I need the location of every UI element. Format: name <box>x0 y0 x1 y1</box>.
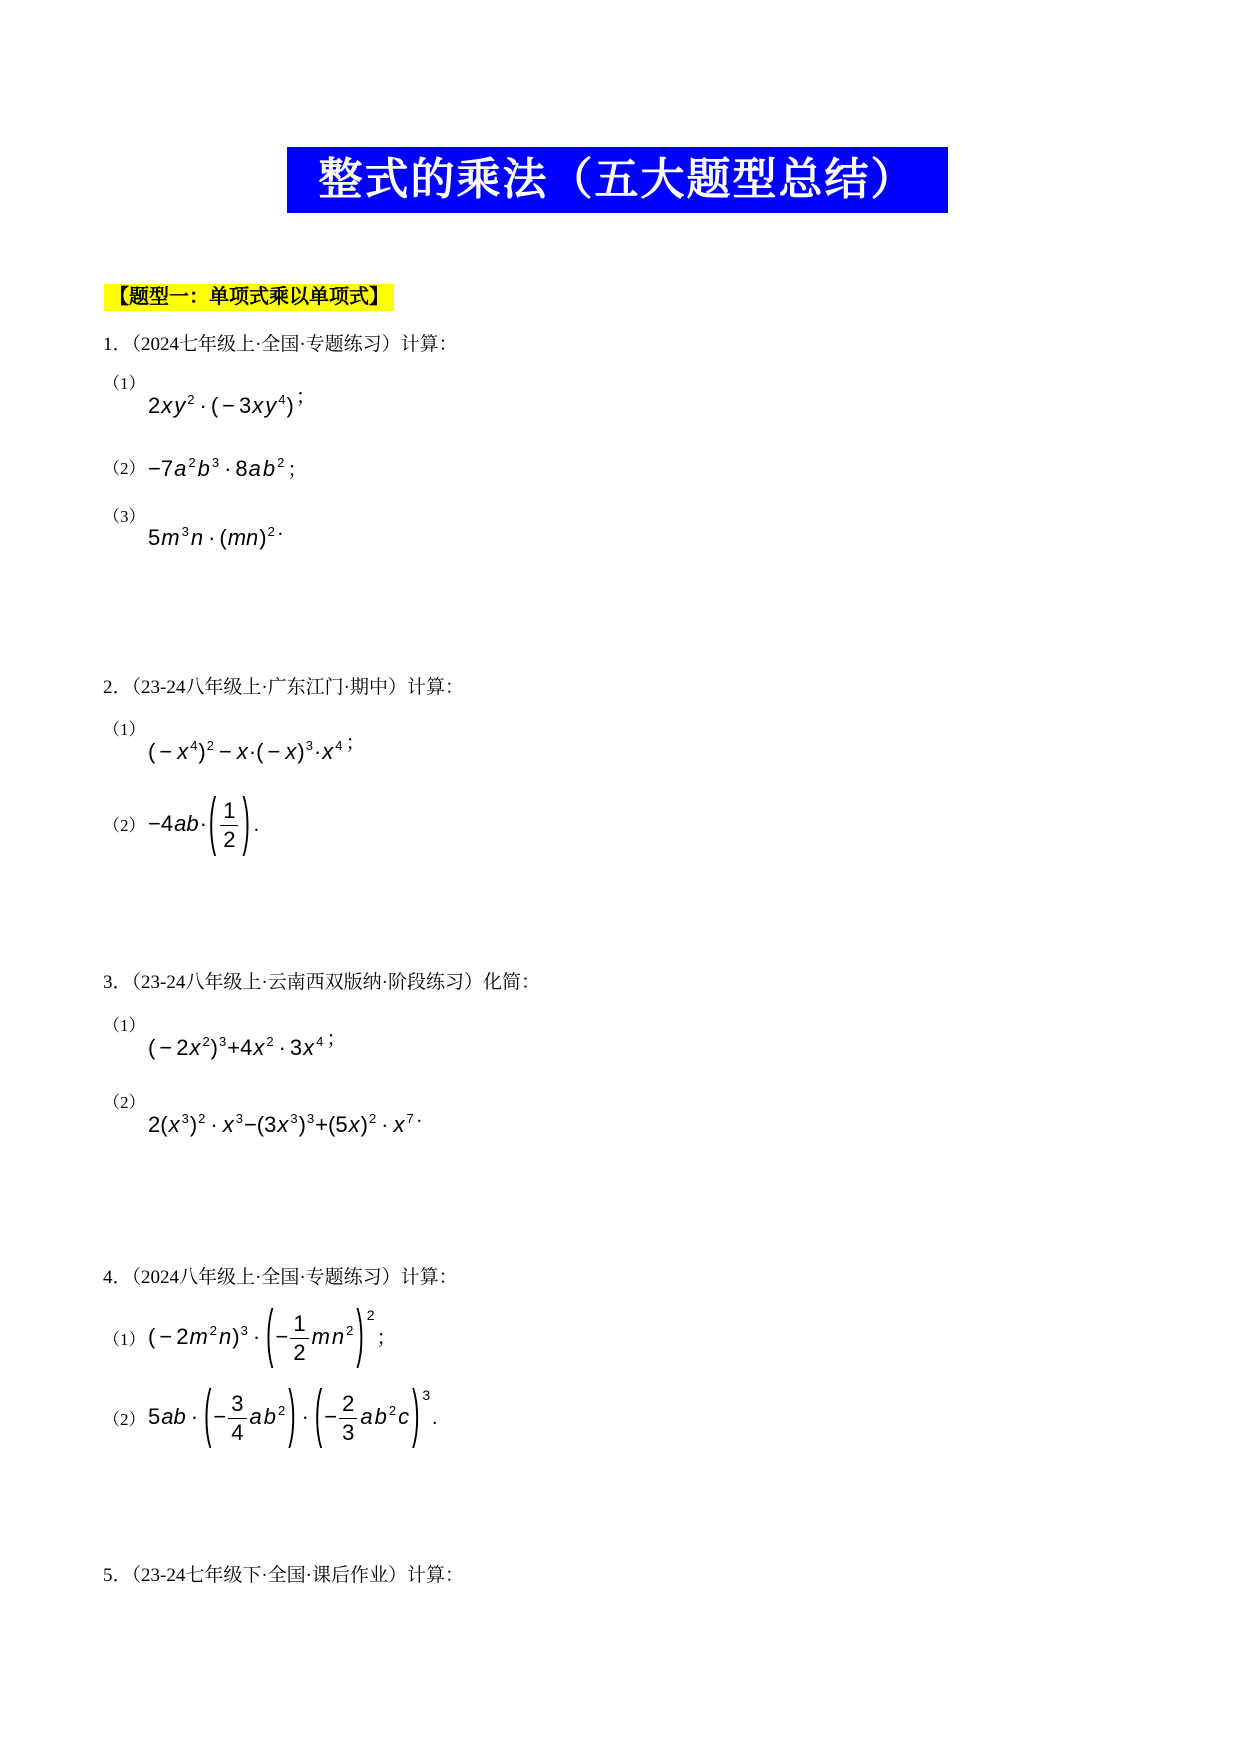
math-symbol: 8 <box>235 456 248 481</box>
problem-1-header <box>103 333 458 357</box>
math-big-paren-right: ) <box>242 784 250 857</box>
math-exponent: 3 <box>240 1323 248 1338</box>
math-variable: x <box>236 739 248 764</box>
math-symbol: ( <box>210 393 219 418</box>
math-body <box>148 1376 431 1450</box>
math-variable: b <box>374 1404 387 1429</box>
math-fraction <box>339 1390 357 1445</box>
end-punctuation: . <box>253 814 259 837</box>
math-variable: m <box>161 525 180 550</box>
math-fraction <box>228 1390 246 1445</box>
math-symbol: ) <box>360 1112 368 1137</box>
math-body <box>148 1035 324 1060</box>
end-punctuation: ； <box>287 459 308 481</box>
math-variable: a <box>360 1404 373 1429</box>
math-exponent: 2 <box>267 524 275 539</box>
math-operator: · <box>278 1035 286 1060</box>
math-variable: ab <box>174 811 199 837</box>
math-symbol: ) <box>297 739 305 764</box>
math-variable: n <box>219 1324 232 1349</box>
end-punctuation: ； <box>326 1028 347 1050</box>
math-symbol: + <box>315 1112 329 1137</box>
math-symbol: ) <box>286 393 294 418</box>
math-symbol: 3 <box>289 1035 303 1060</box>
problem-instruction: 计算： <box>407 1565 465 1586</box>
fraction-numerator <box>290 1310 308 1339</box>
part-label: （3） <box>103 507 146 526</box>
math-exponent: 3 <box>181 1111 189 1126</box>
math-variable: x <box>177 739 189 764</box>
problem-5-header <box>103 1564 464 1588</box>
page-title: 整式的乘法（五大题型总结） <box>318 155 917 204</box>
math-symbol: ) <box>232 1324 240 1349</box>
math-symbol: 1 <box>223 798 236 823</box>
math-exponent: 2 <box>366 1307 375 1323</box>
math-variable: x <box>303 1035 315 1060</box>
math-operator: · <box>210 1112 218 1137</box>
math-symbol: ( <box>328 1112 336 1137</box>
fraction-denominator <box>290 1339 308 1364</box>
math-big-paren-left: ( <box>266 1296 274 1370</box>
part-label: （1） <box>103 1330 146 1349</box>
problem-2-header <box>103 676 464 700</box>
math-operator: · <box>190 1404 199 1429</box>
math-body <box>148 1112 415 1137</box>
problem-instruction: 化简： <box>483 972 541 993</box>
math-exponent: 3 <box>290 1111 298 1126</box>
math-variable: x <box>253 1035 265 1060</box>
math-symbol: ) <box>198 739 206 764</box>
math-body <box>148 784 252 857</box>
math-exponent: 3 <box>235 1111 243 1126</box>
math-variable: x <box>168 1112 180 1137</box>
math-symbol: · <box>248 739 257 764</box>
math-variable: x <box>322 739 334 764</box>
math-exponent: 2 <box>202 1034 210 1049</box>
math-expression <box>148 732 365 772</box>
section-heading: 【题型一：单项式乘以单项式】 <box>104 284 394 311</box>
math-symbol: ) <box>189 1112 198 1137</box>
math-exponent: 2 <box>278 1403 286 1418</box>
math-symbol: 3 <box>264 1112 277 1137</box>
math-fraction <box>290 1310 308 1365</box>
math-symbol: 2 <box>293 1339 306 1365</box>
math-operator: · <box>301 1404 309 1429</box>
end-punctuation: . <box>416 1105 422 1127</box>
math-exponent: 2 <box>188 455 196 470</box>
math-variable: a <box>248 456 261 481</box>
math-variable: b <box>262 456 276 481</box>
math-big-paren-right: ) <box>356 1296 364 1370</box>
problem-instruction: 计算： <box>400 1267 458 1288</box>
math-symbol: 3 <box>239 393 252 418</box>
math-exponent: 2 <box>368 1111 377 1126</box>
part-label: （1） <box>103 374 146 393</box>
math-symbol: · <box>199 811 207 837</box>
math-symbol: 2 <box>342 1390 355 1416</box>
math-exponent: 3 <box>181 524 189 539</box>
math-expression <box>148 1296 397 1370</box>
math-expression <box>148 1105 422 1145</box>
problem-instruction: 计算： <box>407 677 465 698</box>
math-symbol: ) <box>210 1035 218 1060</box>
math-variable: mn <box>227 525 259 550</box>
problem-3-header <box>103 971 540 995</box>
math-symbol: 5 <box>335 1112 348 1137</box>
fraction-denominator <box>339 1419 357 1444</box>
math-operator: − <box>159 739 173 764</box>
math-operator: · <box>224 456 232 481</box>
problem-4-header <box>103 1266 458 1290</box>
fraction-numerator <box>220 800 238 826</box>
math-variable: ab <box>161 1404 186 1429</box>
problem-source: （23-24八年级上·广东江门·期中） <box>131 677 407 698</box>
math-variable: y <box>174 393 186 418</box>
problem-number: 2． <box>103 677 132 698</box>
math-variable: x <box>285 739 297 764</box>
math-exponent: 3 <box>211 455 220 470</box>
math-exponent: 2 <box>187 392 195 407</box>
math-fraction <box>220 800 238 851</box>
math-variable: y <box>265 393 277 418</box>
problem-source: （2024七年级上·全国·专题练习） <box>131 334 401 355</box>
title-banner <box>287 147 948 213</box>
math-exponent: 4 <box>335 738 343 753</box>
math-variable: x <box>348 1112 360 1137</box>
math-variable: x <box>161 393 173 418</box>
math-operator: − <box>159 1035 173 1060</box>
math-symbol: ( <box>148 1324 156 1349</box>
math-variable: b <box>263 1404 276 1429</box>
math-variable: a <box>174 456 187 481</box>
math-expression <box>148 449 307 489</box>
math-exponent: 3 <box>219 1034 227 1049</box>
math-symbol: 2 <box>148 1112 161 1137</box>
math-variable: m <box>311 1324 330 1349</box>
fraction-denominator <box>220 826 238 851</box>
math-exponent: 4 <box>190 738 198 753</box>
math-exponent: 7 <box>406 1111 414 1126</box>
part-label: （2） <box>103 1093 146 1112</box>
math-symbol: ( <box>148 739 156 764</box>
math-symbol: −4 <box>148 811 174 837</box>
math-big-paren-left: ( <box>204 1376 212 1450</box>
math-expression <box>148 1376 438 1450</box>
math-variable: c <box>398 1404 410 1429</box>
math-exponent: 3 <box>305 738 313 753</box>
part-label: （1） <box>103 720 146 739</box>
math-variable: x <box>277 1112 289 1137</box>
math-operator: − <box>222 393 235 418</box>
math-big-paren-left: ( <box>314 1376 323 1450</box>
fraction-denominator <box>228 1419 246 1444</box>
math-symbol: 2 <box>148 393 161 418</box>
math-body <box>148 739 343 764</box>
math-big-paren-right: ) <box>288 1376 296 1450</box>
math-body <box>148 456 285 481</box>
part-label: （1） <box>103 1016 146 1035</box>
math-symbol: − <box>324 1404 338 1429</box>
end-punctuation: ； <box>345 732 366 754</box>
math-expression <box>148 518 283 558</box>
math-expression <box>148 386 316 426</box>
math-symbol: 2 <box>176 1035 189 1060</box>
end-punctuation: . <box>277 518 283 540</box>
math-exponent: 2 <box>198 1111 206 1126</box>
math-variable: n <box>190 525 204 550</box>
end-punctuation: ； <box>295 386 316 408</box>
part-label: （2） <box>103 1410 146 1429</box>
problem-instruction: 计算： <box>400 334 458 355</box>
math-variable: a <box>249 1404 262 1429</box>
math-symbol: ( <box>160 1112 168 1137</box>
math-exponent: 2 <box>277 455 285 470</box>
end-punctuation: ； <box>376 1327 397 1349</box>
math-symbol: 5 <box>148 1404 161 1429</box>
math-symbol: 4 <box>240 1035 253 1060</box>
math-symbol: · <box>313 739 322 764</box>
math-exponent: 2 <box>209 1323 217 1338</box>
math-body <box>148 1296 375 1370</box>
math-exponent: 3 <box>306 1111 315 1126</box>
fraction-numerator <box>339 1390 357 1419</box>
math-symbol: − <box>213 1404 227 1429</box>
math-variable: n <box>331 1324 345 1349</box>
problem-number: 5． <box>103 1565 132 1586</box>
problem-source: （23-24八年级上·云南西双版纳·阶段练习） <box>131 972 483 993</box>
fraction-numerator <box>228 1390 246 1419</box>
math-expression <box>148 784 259 857</box>
math-symbol: ( <box>148 1035 156 1060</box>
math-operator: − <box>159 1324 173 1349</box>
problem-source: （2024八年级上·全国·专题练习） <box>131 1267 401 1288</box>
math-body <box>148 393 294 418</box>
math-symbol: ( <box>256 739 264 764</box>
math-variable: x <box>393 1112 405 1137</box>
math-exponent: 3 <box>422 1387 431 1403</box>
math-symbol: 3 <box>342 1419 355 1445</box>
math-variable: m <box>189 1324 208 1349</box>
math-big-paren-right: ) <box>412 1376 420 1450</box>
math-symbol: ) <box>259 525 267 550</box>
math-operator: · <box>199 393 207 418</box>
math-exponent: 2 <box>346 1323 354 1338</box>
end-punctuation: . <box>432 1407 438 1429</box>
math-symbol: ( <box>256 1112 265 1137</box>
part-label: （2） <box>103 816 146 835</box>
math-symbol: − <box>243 1112 257 1137</box>
problem-source: （23-24七年级下·全国·课后作业） <box>131 1565 407 1586</box>
math-exponent: 4 <box>278 392 286 407</box>
math-symbol: ) <box>298 1112 306 1137</box>
math-operator: · <box>208 525 216 550</box>
math-symbol: 4 <box>231 1419 244 1445</box>
math-symbol: −7 <box>148 456 174 481</box>
math-symbol: 3 <box>231 1390 244 1416</box>
math-operator: − <box>267 739 281 764</box>
problem-number: 4． <box>103 1267 132 1288</box>
math-body <box>148 525 276 550</box>
math-exponent: 2 <box>206 738 214 753</box>
math-variable: x <box>252 393 264 418</box>
problem-number: 1． <box>103 334 132 355</box>
math-variable: b <box>197 456 210 481</box>
math-symbol: 2 <box>176 1324 189 1349</box>
math-exponent: 2 <box>388 1403 397 1418</box>
math-operator: − <box>218 739 232 764</box>
math-big-paren-left: ( <box>208 784 217 857</box>
math-symbol: − <box>275 1324 289 1349</box>
math-symbol: 1 <box>293 1310 306 1336</box>
math-operator: · <box>252 1324 261 1349</box>
math-exponent: 2 <box>266 1034 274 1049</box>
math-symbol: 5 <box>148 525 161 550</box>
math-exponent: 4 <box>316 1034 324 1049</box>
math-symbol: + <box>227 1035 241 1060</box>
math-variable: x <box>222 1112 234 1137</box>
math-expression <box>148 1028 346 1068</box>
part-label: （2） <box>103 459 146 478</box>
problem-number: 3． <box>103 972 132 993</box>
math-operator: · <box>381 1112 389 1137</box>
math-variable: x <box>189 1035 201 1060</box>
math-symbol: ( <box>219 525 227 550</box>
math-symbol: 2 <box>223 827 236 852</box>
